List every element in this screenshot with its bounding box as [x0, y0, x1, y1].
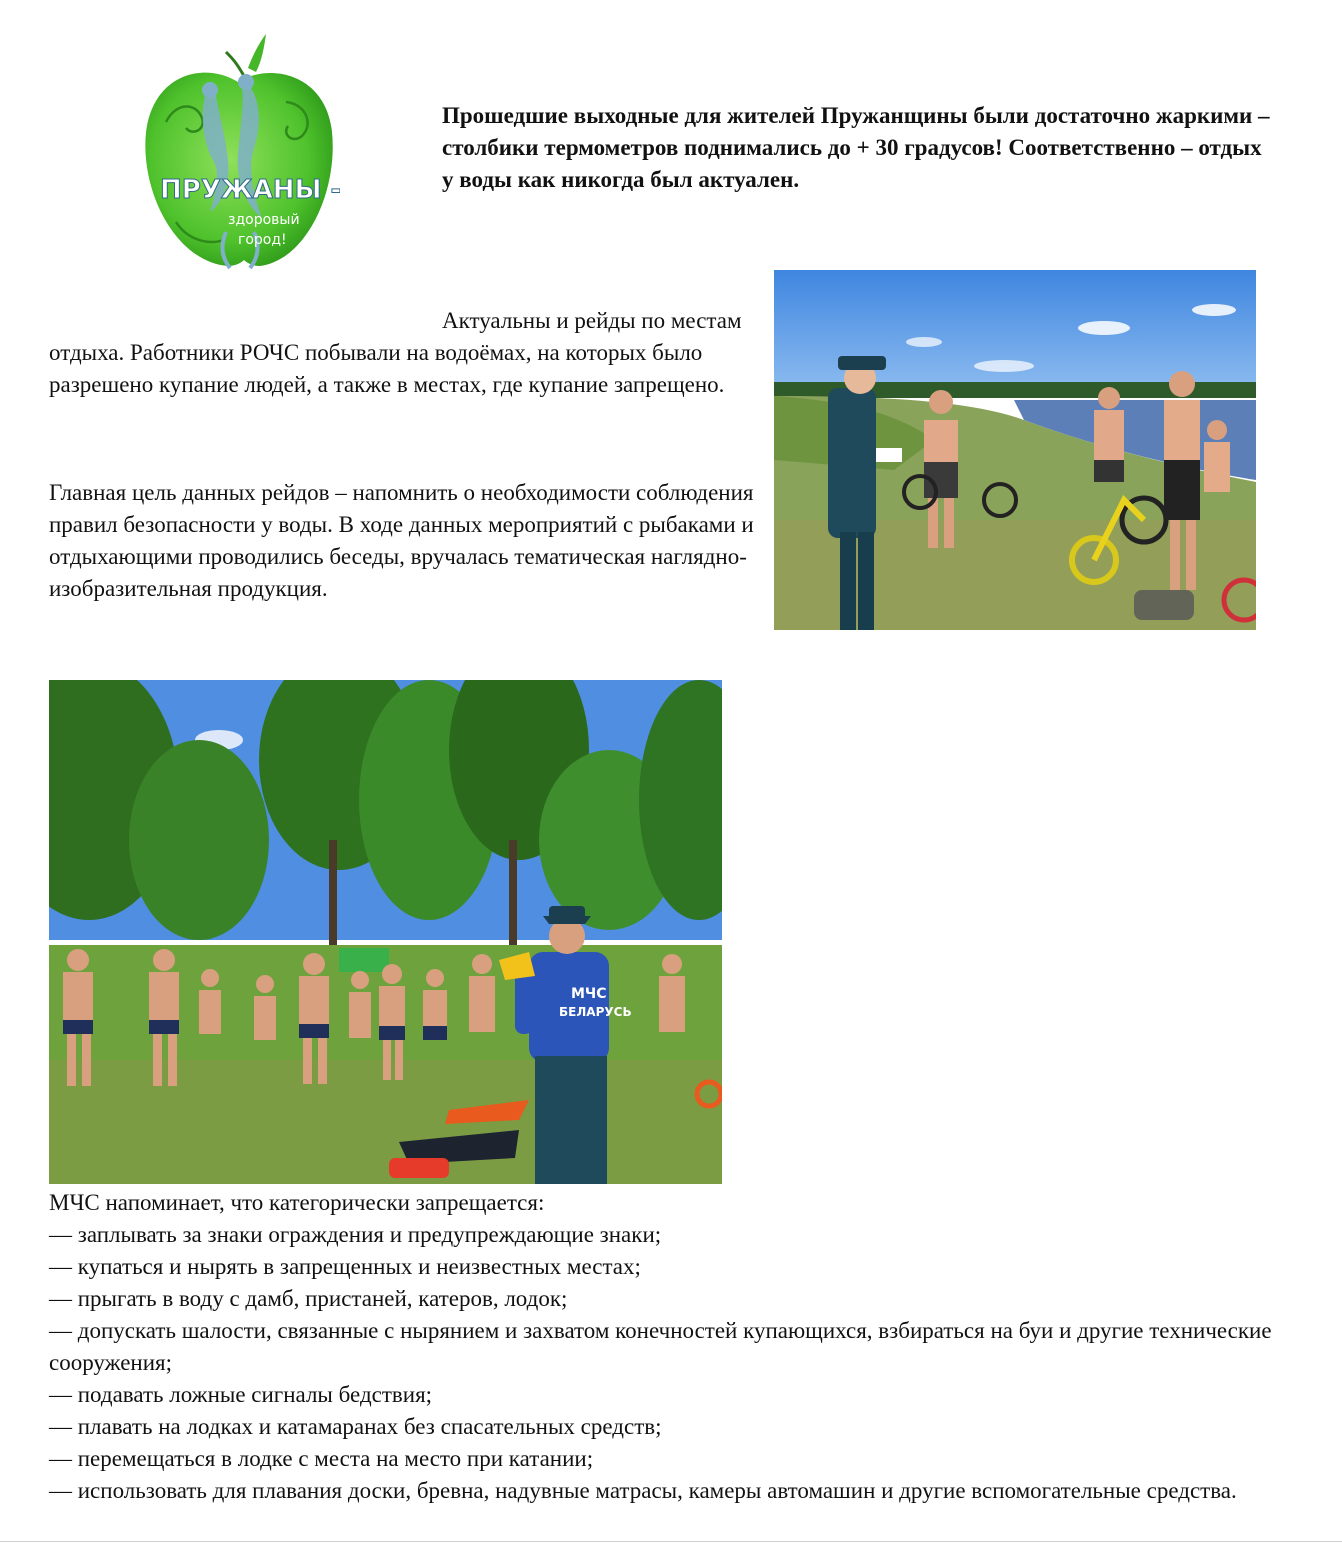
- page-bottom-divider: [0, 1541, 1342, 1542]
- list-item: — купаться и нырять в запрещенных и неизвестных местах;: [49, 1254, 641, 1279]
- logo-title: ПРУЖАНЫ -: [160, 175, 340, 205]
- city-logo: [136, 32, 340, 272]
- photo-park-briefing: [49, 680, 722, 1184]
- list-item: — подавать ложные сигналы бедствия;: [49, 1382, 433, 1407]
- shirt-text-1: МЧС: [571, 986, 607, 1002]
- warnings-list: [49, 1219, 1279, 1507]
- warnings-section: [49, 1187, 1279, 1507]
- list-item: — плавать на лодках и катамаранах без спасательных средств;: [49, 1414, 662, 1439]
- shirt-text-2: БЕЛАРУСЬ: [559, 1005, 632, 1019]
- list-item: — перемещаться в лодке с места на место при катании;: [49, 1446, 594, 1471]
- article-paragraph-1: [49, 305, 769, 401]
- logo-subtitle-2: город!: [238, 232, 287, 248]
- article-paragraph-1-text: Актуальны и рейды по местам отдыха. Работники РОЧС побывали на водоёмах, на которых было разрешено купание людей, а также в местах, где купание запрещено.: [49, 308, 742, 397]
- list-item: — использовать для плавания доски, бревна, надувные матрасы, камеры автомашин и другие вспомогательные средства.: [49, 1478, 1237, 1503]
- photo-river-raid: [774, 270, 1256, 630]
- lead-paragraph: Прошедшие выходные для жителей Пружанщины были достаточно жаркими – столбики термометров поднимались до + 30 градусов! Соответственно – отдых у воды как никогда был актуален.: [442, 103, 1270, 192]
- logo-subtitle-1: здоровый: [228, 212, 300, 228]
- list-item: — допускать шалости, связанные с нырянием и захватом конечностей купающихся, взбираться на буи и другие технические сооружения;: [49, 1318, 1272, 1375]
- list-item: — прыгать в воду с дамб, пристаней, катеров, лодок;: [49, 1286, 568, 1311]
- list-item: — заплывать за знаки ограждения и предупреждающие знаки;: [49, 1222, 662, 1247]
- warnings-intro: МЧС напоминает, что категорически запрещается:: [49, 1190, 545, 1215]
- article-paragraph-2: Главная цель данных рейдов – напомнить о необходимости соблюдения правил безопасности у воды. В ходе данных мероприятий с рыбаками и отдыхающими проводились беседы, вручалась тематическая наглядно-изобразительная продукция.: [49, 480, 754, 601]
